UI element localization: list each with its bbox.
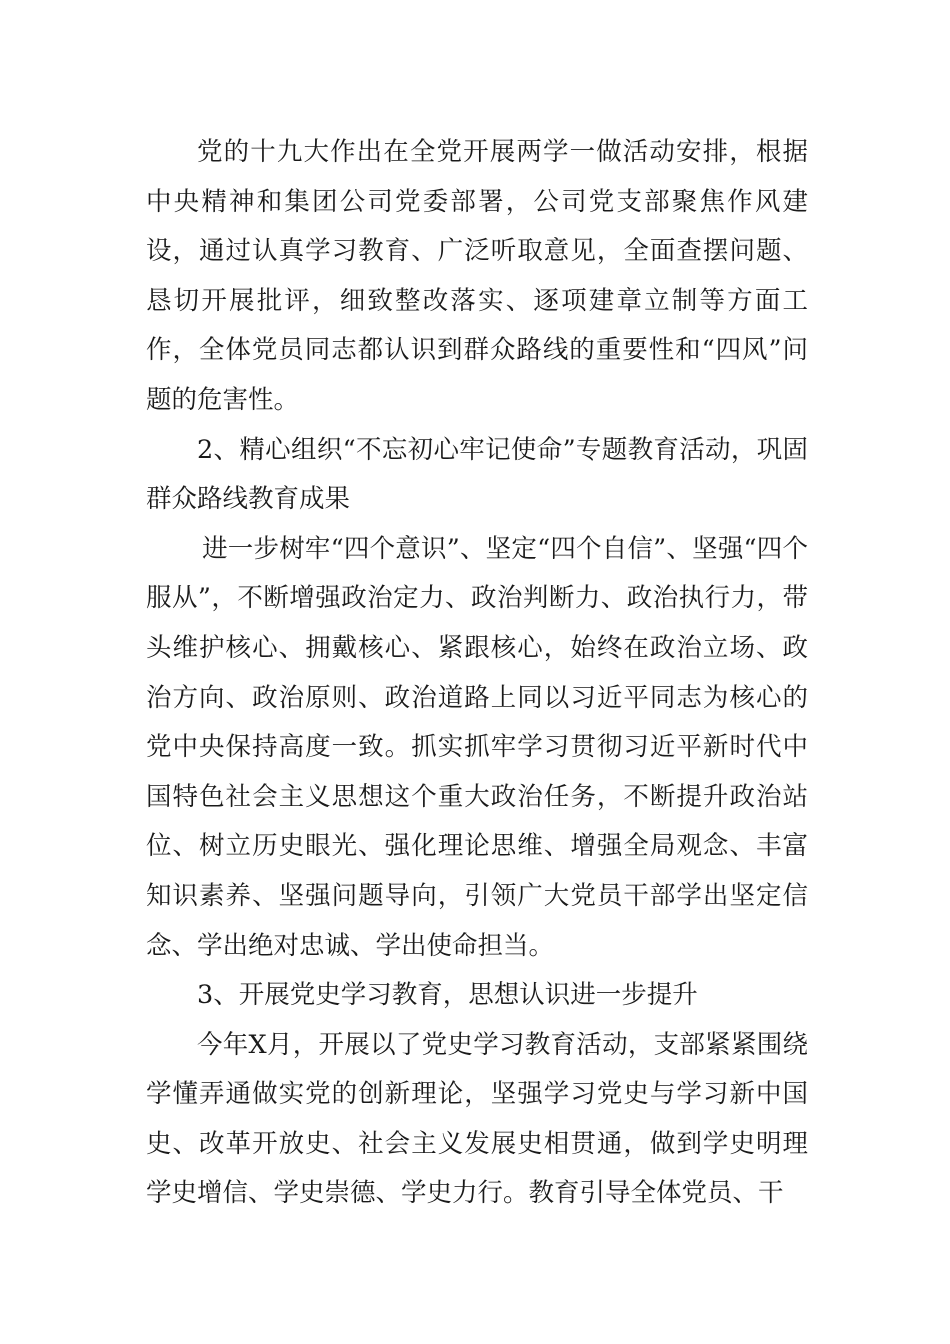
- section-heading-3: 3、开展党史学习教育，思想认识进一步提升: [197, 980, 698, 1011]
- document-body: [146, 128, 808, 1219]
- paragraph-political-awareness: 进一步树牢“四个意识”、坚定“四个自信”、坚强“四个服从”，不断增强政治定力、政治判断力、政治执行力，带头维护核心、拥戴核心、紧跟核心，始终在政治立场、政治方向、政治原则、政治道路上同以习近平同志为核心的党中央保持高度一致。抓实抓牢学习贯彻习近平新时代中国特色社会主义思想这个重大政治任务，不断提升政治站位、树立历史眼光、强化理论思维、增强全局观念、丰富知识素养、坚强问题导向，引领广大党员干部学出坚定信念、学出绝对忠诚、学出使命担当。: [146, 533, 808, 961]
- paragraph-two-studies-campaign: 党的十九大作出在全党开展两学一做活动安排，根据中央精神和集团公司党委部署，公司党支部聚焦作风建设，通过认真学习教育、广泛听取意见，全面查摆问题、恳切开展批评，细致整改落实、逐项建章立制等方面工作，全体党员同志都认识到群众路线的重要性和“四风”问题的危害性。: [146, 137, 808, 415]
- section-heading-2: 2、精心组织“不忘初心牢记使命”专题教育活动，巩固群众路线教育成果: [146, 434, 808, 515]
- paragraph-party-history-study: 今年X月，开展以了党史学习教育活动，支部紧紧围绕学懂弄通做实党的创新理论，坚强学习党史与学习新中国史、改革开放史、社会主义发展史相贯通，做到学史明理学史增信、学史崇德、学史力行。教育引导全体党员、干: [146, 1029, 808, 1209]
